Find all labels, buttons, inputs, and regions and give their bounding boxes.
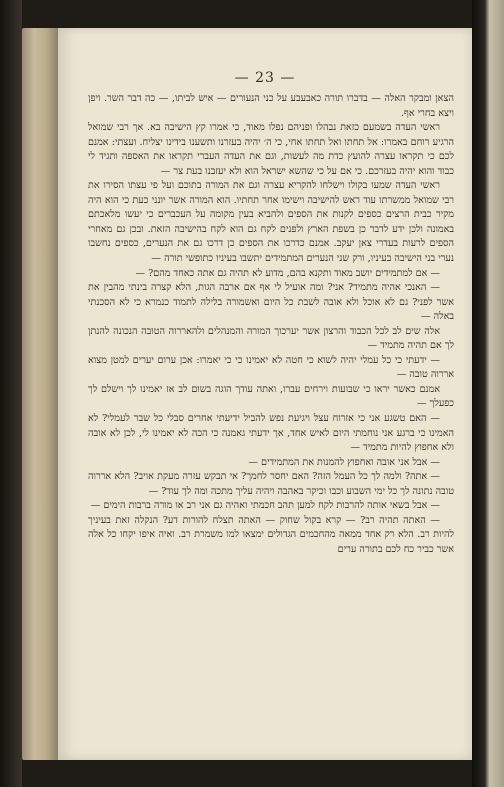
paragraph: הצאן ומבקר האלה — בדברו תורה כאבעבע על כני הנעורים — איש לביתו, — כה דבר השר. ויפן ויצא בחרי אף.	[88, 93, 454, 119]
paragraph: — אם למתמידים יושב מאוד ותקנא בהם, מדוע לא תהיה גם אתה כאחד מהם? —	[135, 267, 440, 279]
book-page	[58, 28, 472, 760]
paragraph: — האתה תהיה רב? — קרא בקול שחוק — האתה תצלח להורות דע? הנקלה זאת בעיניך להיות רב. הלא רק אחד ממאה מהחכמים הגדולים ימצאו למו משמרת רב. ואיה איפו יקחו כל אלה אשר כביר כח לכם בתורה ערים	[88, 514, 454, 555]
paragraph: — ידעתי כי כל עמלי יהיה לשוא כי חטה לא יאמינו כי כי יאמרו: אכן ערום יערים למטן מצוא אררוה טובה —	[88, 354, 454, 381]
paragraph: ראשי העדה שמעו בקולו וישלחו להקריא עצרה וגם את המורה בתוכם ועל פי עצתו הסירו את רבי שמואל ממשרתו עוד ראש להישיבה וישימו אחר תחתיו. הוא המורה אשר יונני כעת כי הוא היה מקיר כבית הרצים כספים לקנות את הספים ולהביא בעין מקומה על העכברים כי יעשו מלאכתם באמונה ולכן ידע לדבר כן בשפת הארץ ולפנים לקח גם הוא לקח בהישיבה הזאת. ובכן גם מאחרי הספים לרעות בעדרי צאן יעקב. אמנם כדרכו את הספים כן דרכו גם את הנערים, כספים נחשבו נערי בני הישיבה בעיניו, ורק שני הנערים המתמידים יתשבו בעיניו כתופשי תורה —	[88, 180, 454, 265]
paragraph: — האם טשגע אני כי אזרוח עצל ויגיעת נפש להביל ידיעתי אחרים סבלי כל שבר לעמלי? לא האמינו כי ברגע אני נוחמתי היום לאיש אחד, אך ידעתי גאמנה כי הכה לא יאמינו לי, לכן לא אובה ולא אחפוץ להיות מתמיד —	[88, 413, 454, 454]
page-body-text	[88, 92, 454, 558]
page-number-header: — 23 —	[234, 70, 296, 86]
book-page-edge-right	[472, 0, 504, 787]
paragraph: — אתה? ולמה לך כל העמל הזה? האם יחסר לחמך? אי תבקש עזרה מעקת אויב? הלא אררוה טובה נתונה לך כל ימי השבוע וכבו וכיקר באהבה ויהיה עליך מתכה ומה לך עוד? —	[88, 471, 454, 497]
paragraph: אמנם כאשר יראו כי שבועות וירחים עברו, ואתה עודך הוגה בשום לב אז יאמינו לך וישלם לך כפעלך —	[88, 383, 454, 410]
book-cover-left	[0, 0, 22, 787]
paragraph: אלה שים לב לכל הכבוד והרצון אשר יערכוך המורה והמנהלים ולהאררוה הטובה הנכונה להנתן לך אם תהיה מתמיד —	[88, 325, 454, 352]
paragraph: ראשי העדה בשמעם כזאת נבהלו ופניהם נפלו מאוד, כי אמרו קץ הישיבה בא. אך רבי שמואל הרגיע רוחם באמרו: אל תחתו ואל תחתו אחי, כי ה׳ יהיה בעזרנו ותשענו בידינו יצליח. ועצתי: אמנם לכם כי תקראו עצרה להועץ כדת מה לעשות, וגם את העדה העברי תקראו את האספה ותגיד לי כבוד והוא יהיה בעזרכם. כי אם על כי שהשא ישראל הוא ולא יעזבנו בעת צר —	[88, 122, 454, 177]
paragraph: — האנכי אהיה מתמיד? אני? ומה אועיל לי אף אם ארבה הגות, הלא קצרה בינתי מהבין את אשר לפני? גם לא אוכל ולא אובה לשבת כל היום ואשמורה בלילה לתמוד כנמרא כי לא הסכנתי באלה —	[88, 282, 454, 323]
book-spine	[22, 28, 58, 760]
paragraph: — אבל בשאי אותה להרבות לקח למען תהב חכמתי ואהיה גם אני רב או מורה ברבות הימים —	[90, 500, 440, 512]
paragraph: — אבל אני אובה ואחפוץ להמנות את המתמידים —	[248, 456, 440, 468]
